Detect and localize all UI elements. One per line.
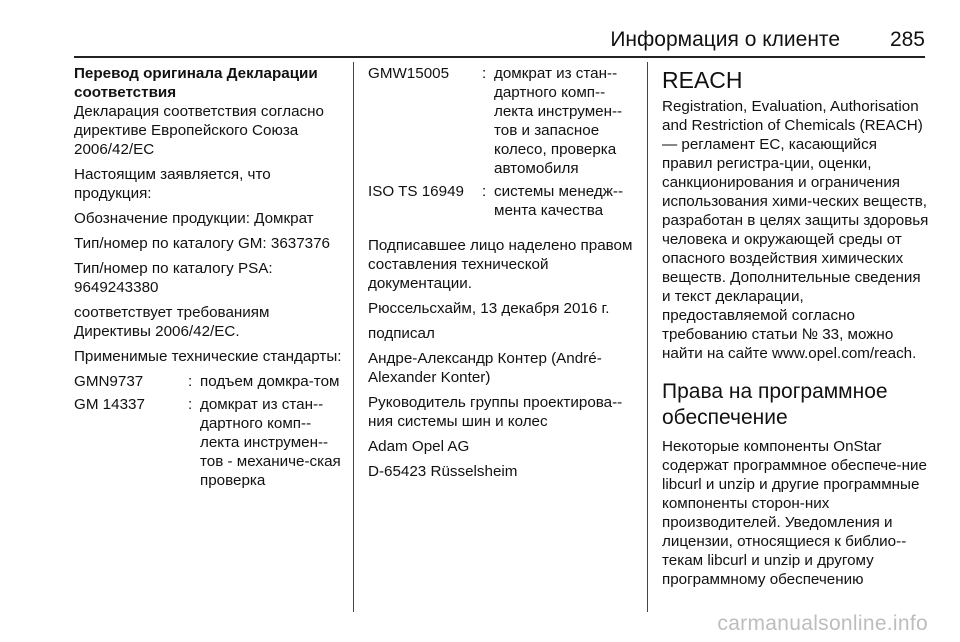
standards-row (368, 64, 636, 182)
standard-code: GMW15005 (368, 65, 450, 82)
paragraph: Рюссельсхайм, 13 декабря 2016 г. (368, 300, 610, 317)
standard-code: ISO TS 16949 (368, 183, 464, 200)
standard-code: GMN9737 (74, 373, 144, 390)
paragraph: Руководитель группы проектирова-ния системы шин и колес (368, 394, 623, 430)
reach-heading: REACH (662, 67, 743, 93)
standard-description: домкрат из стан-дартного комп-лекта инструмен-тов - механиче-ская проверка (200, 396, 341, 489)
page-header (0, 0, 960, 58)
column-3 (662, 64, 930, 595)
software-rights-heading: Права на программное обеспечение (662, 380, 888, 429)
standard-description: системы менедж-мента качества (494, 183, 624, 219)
reach-paragraph: Registration, Evaluation, Authorisation and Restriction of Chemicals (REACH) — регламент ЕС, касающийся правил регистра-ции, оценки, санкционирования и ограничения использования хими-ческих веществ, разработан в целях защиты здоровья человека и окружающей среды от опасного воздействия химических веществ. Дополнительные сведения и текст декларации, предоставляемой согласно требованию статьи № 33, можно найти на сайте www.opel.com/reach. (662, 98, 929, 362)
column-divider-2 (647, 62, 648, 612)
section-heading-declaration: Перевод оригинала Декларации соответствия (74, 65, 318, 101)
column-divider-1 (353, 62, 354, 612)
standards-table (368, 64, 636, 224)
standard-code: GM 14337 (74, 396, 145, 413)
standard-description: домкрат из стан-дартного комп-лекта инструмен-тов и запасное колесо, проверка автомобиля (494, 65, 623, 177)
paragraph: Подписавшее лицо наделено правом составления технической документации. (368, 237, 633, 292)
paragraph: D-65423 Rüsselsheim (368, 463, 518, 480)
paragraph: Тип/номер по каталогу GM: 3637376 (74, 235, 330, 252)
colon: : (482, 183, 487, 200)
column-2 (368, 64, 636, 487)
page-title: Информация о клиенте (610, 28, 840, 51)
standards-row (74, 395, 342, 494)
watermark: carmanualsonline.info (717, 612, 928, 635)
colon: : (188, 396, 193, 413)
paragraph: Обозначение продукции: Домкрат (74, 210, 314, 227)
paragraph: Adam Opel AG (368, 438, 470, 455)
standards-row (74, 372, 342, 395)
colon: : (482, 65, 487, 82)
paragraph: Настоящим заявляется, что продукция: (74, 166, 271, 202)
paragraph: соответствует требованиям Директивы 2006/42/EC. (74, 304, 270, 340)
paragraph: Тип/номер по каталогу PSA: 9649243380 (74, 260, 273, 296)
standards-row (368, 182, 636, 224)
software-paragraph: Некоторые компоненты OnStar содержат программное обеспече-ние libcurl и unzip и другие программные компоненты сторон-них производителей. Уведомления и лицензии, относящиеся к библио-текам libcurl и unzip и другому программному обеспечению (662, 438, 927, 588)
paragraph: Декларация соответствия согласно директиве Европейского Союза 2006/42/EC (74, 103, 324, 158)
standard-description: подъем домкра-том (200, 373, 340, 390)
paragraph: Андре-Александр Контер (André-Alexander Konter) (368, 350, 602, 386)
page-number: 285 (889, 28, 925, 51)
column-1 (74, 64, 342, 500)
paragraph: подписал (368, 325, 435, 342)
colon: : (188, 373, 193, 390)
standards-table (74, 372, 342, 494)
header-rule (74, 56, 925, 58)
paragraph: Применимые технические стандарты: (74, 348, 342, 365)
